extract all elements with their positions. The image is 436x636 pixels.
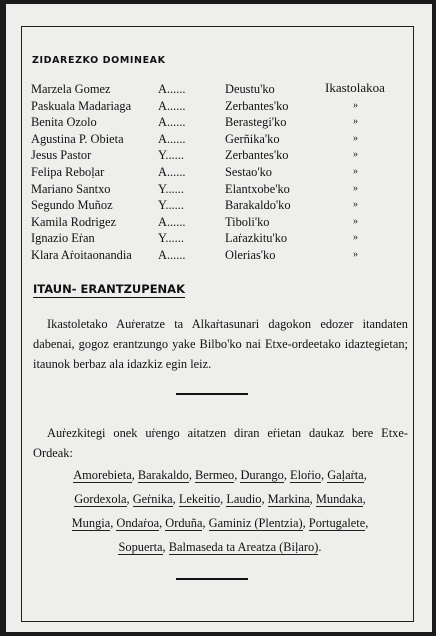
grade-marker: Y......	[158, 198, 184, 213]
section-heading-questions: ITAUN- ERANTZUPENAK	[33, 282, 185, 296]
grade-marker: A......	[158, 248, 186, 262]
town-name: Bermeo	[195, 468, 235, 482]
ditto-mark: »	[353, 249, 358, 260]
town-name: Balmaseda ta Areatza (Biḷaro)	[168, 540, 319, 554]
grade-marker: A......	[158, 214, 186, 229]
town-name: Geṙnika	[132, 492, 173, 506]
grade-marker: A......	[158, 82, 186, 96]
grade-marker: Y......	[158, 148, 184, 163]
recipient-name: Agustina P. Obieta	[31, 131, 124, 146]
grade-marker: A......	[158, 131, 186, 146]
ditto-mark: »	[353, 166, 358, 177]
town-name: Amorebieta	[73, 468, 132, 482]
ditto-mark: »	[353, 182, 358, 194]
grade-marker: Y......	[158, 181, 184, 196]
towns-line: Sopuerta, Balmaseda ta Areatza (Biḷaro).	[118, 540, 322, 554]
town-name: Barakaldo	[137, 468, 189, 482]
ditto-mark: »	[353, 199, 358, 211]
school-name: Barakaldo'ko	[225, 198, 291, 213]
school-name: Berastegi'ko	[225, 115, 287, 130]
recipient-name: Klara Aṙoitaonandia	[31, 248, 132, 262]
town-name: Markina	[267, 492, 310, 506]
town-name: Gaminiz (Plentzia)	[208, 516, 303, 530]
recipient-name: Benita Ozolo	[31, 115, 97, 130]
town-name: Portugalete	[308, 516, 366, 530]
school-name: Laṙazkitu'ko	[225, 231, 288, 246]
school-name: Gerñika'ko	[225, 131, 280, 146]
town-name: Durango	[240, 468, 284, 482]
branches-intro: Auṙezkitegi onek uṙengo aitatzen diran eṙietan daukaz bere Etxe-Ordeak:	[33, 426, 408, 460]
ditto-mark: »	[353, 232, 358, 244]
ditto-mark: »	[353, 99, 358, 111]
questions-paragraph: Ikastoletako Auṙeratze ta Alkaṙtasunari dagokon edozer itandaten dabenai, gogoz erantzungo yake Bilbo'ko nai Etxe-ordeetako idaztegietan; itaunok berbaz ala idazkiz egin leiz.	[33, 317, 408, 371]
town-name: Laudio	[226, 492, 262, 506]
recipient-name: Paskuala Madariaga	[31, 98, 132, 113]
town-name: Gaḷaṙta	[327, 468, 364, 482]
recipient-name: Kamila Rodrigez	[31, 214, 116, 229]
town-name: Ondaṙoa	[116, 516, 160, 530]
recipient-name: Ignazio Eṙan	[31, 231, 95, 246]
towns-line: Mungia, Ondaṙoa, Orduña, Gaminiz (Plentzia), Portugalete,	[71, 516, 369, 530]
town-name: Gordexola	[74, 492, 127, 506]
town-name: Mungia	[71, 516, 111, 530]
town-name: Orduña	[165, 516, 203, 530]
town-name: Mundaka	[315, 492, 363, 506]
towns-line: Amorebieta, Barakaldo, Bermeo, Durango, Eloṙio, Gaḷaṙta,	[73, 468, 367, 482]
recipient-name: Mariano Santxo	[31, 181, 111, 196]
recipient-name: Jesus Pastor	[31, 148, 92, 163]
grade-marker: A......	[158, 98, 186, 113]
recipient-name: Marzela Gomez	[31, 82, 111, 96]
ditto-mark: »	[353, 215, 358, 227]
school-name: Zerbantes'ko	[225, 98, 289, 113]
document-page	[6, 4, 432, 632]
towns-line: Gordexola, Geṙnika, Lekeitio, Laudio, Markina, Mundaka,	[74, 492, 366, 506]
school-name: Tiboli'ko	[225, 214, 270, 229]
town-name: Eloṙio	[290, 468, 322, 482]
divider-rule	[176, 393, 248, 395]
recipient-name: Felipa Reboḷar	[31, 165, 105, 179]
divider-rule-bottom	[176, 578, 248, 580]
school-name: Sestao'ko	[225, 165, 272, 179]
town-name: Sopuerta	[118, 540, 163, 554]
grade-marker: A......	[158, 165, 186, 179]
school-name: Zerbantes'ko	[225, 148, 289, 163]
ditto-mark: »	[353, 132, 358, 144]
school-name: Deustu'ko	[225, 82, 275, 96]
recipient-name: Segundo Muñoz	[31, 198, 113, 213]
section-heading-medals: ZIDAREZKO DOMINEAK	[32, 55, 166, 66]
ditto-mark: »	[353, 116, 358, 128]
grade-marker: Y......	[158, 231, 184, 246]
town-name: Lekeitio	[178, 492, 221, 506]
school-name: Olerias'ko	[225, 248, 276, 262]
school-name: Elantxobe'ko	[225, 181, 290, 196]
ditto-mark: »	[353, 149, 358, 161]
column-header-school: Ikastolakoa	[325, 80, 385, 95]
grade-marker: A......	[158, 115, 186, 130]
branch-towns-list	[30, 463, 410, 559]
